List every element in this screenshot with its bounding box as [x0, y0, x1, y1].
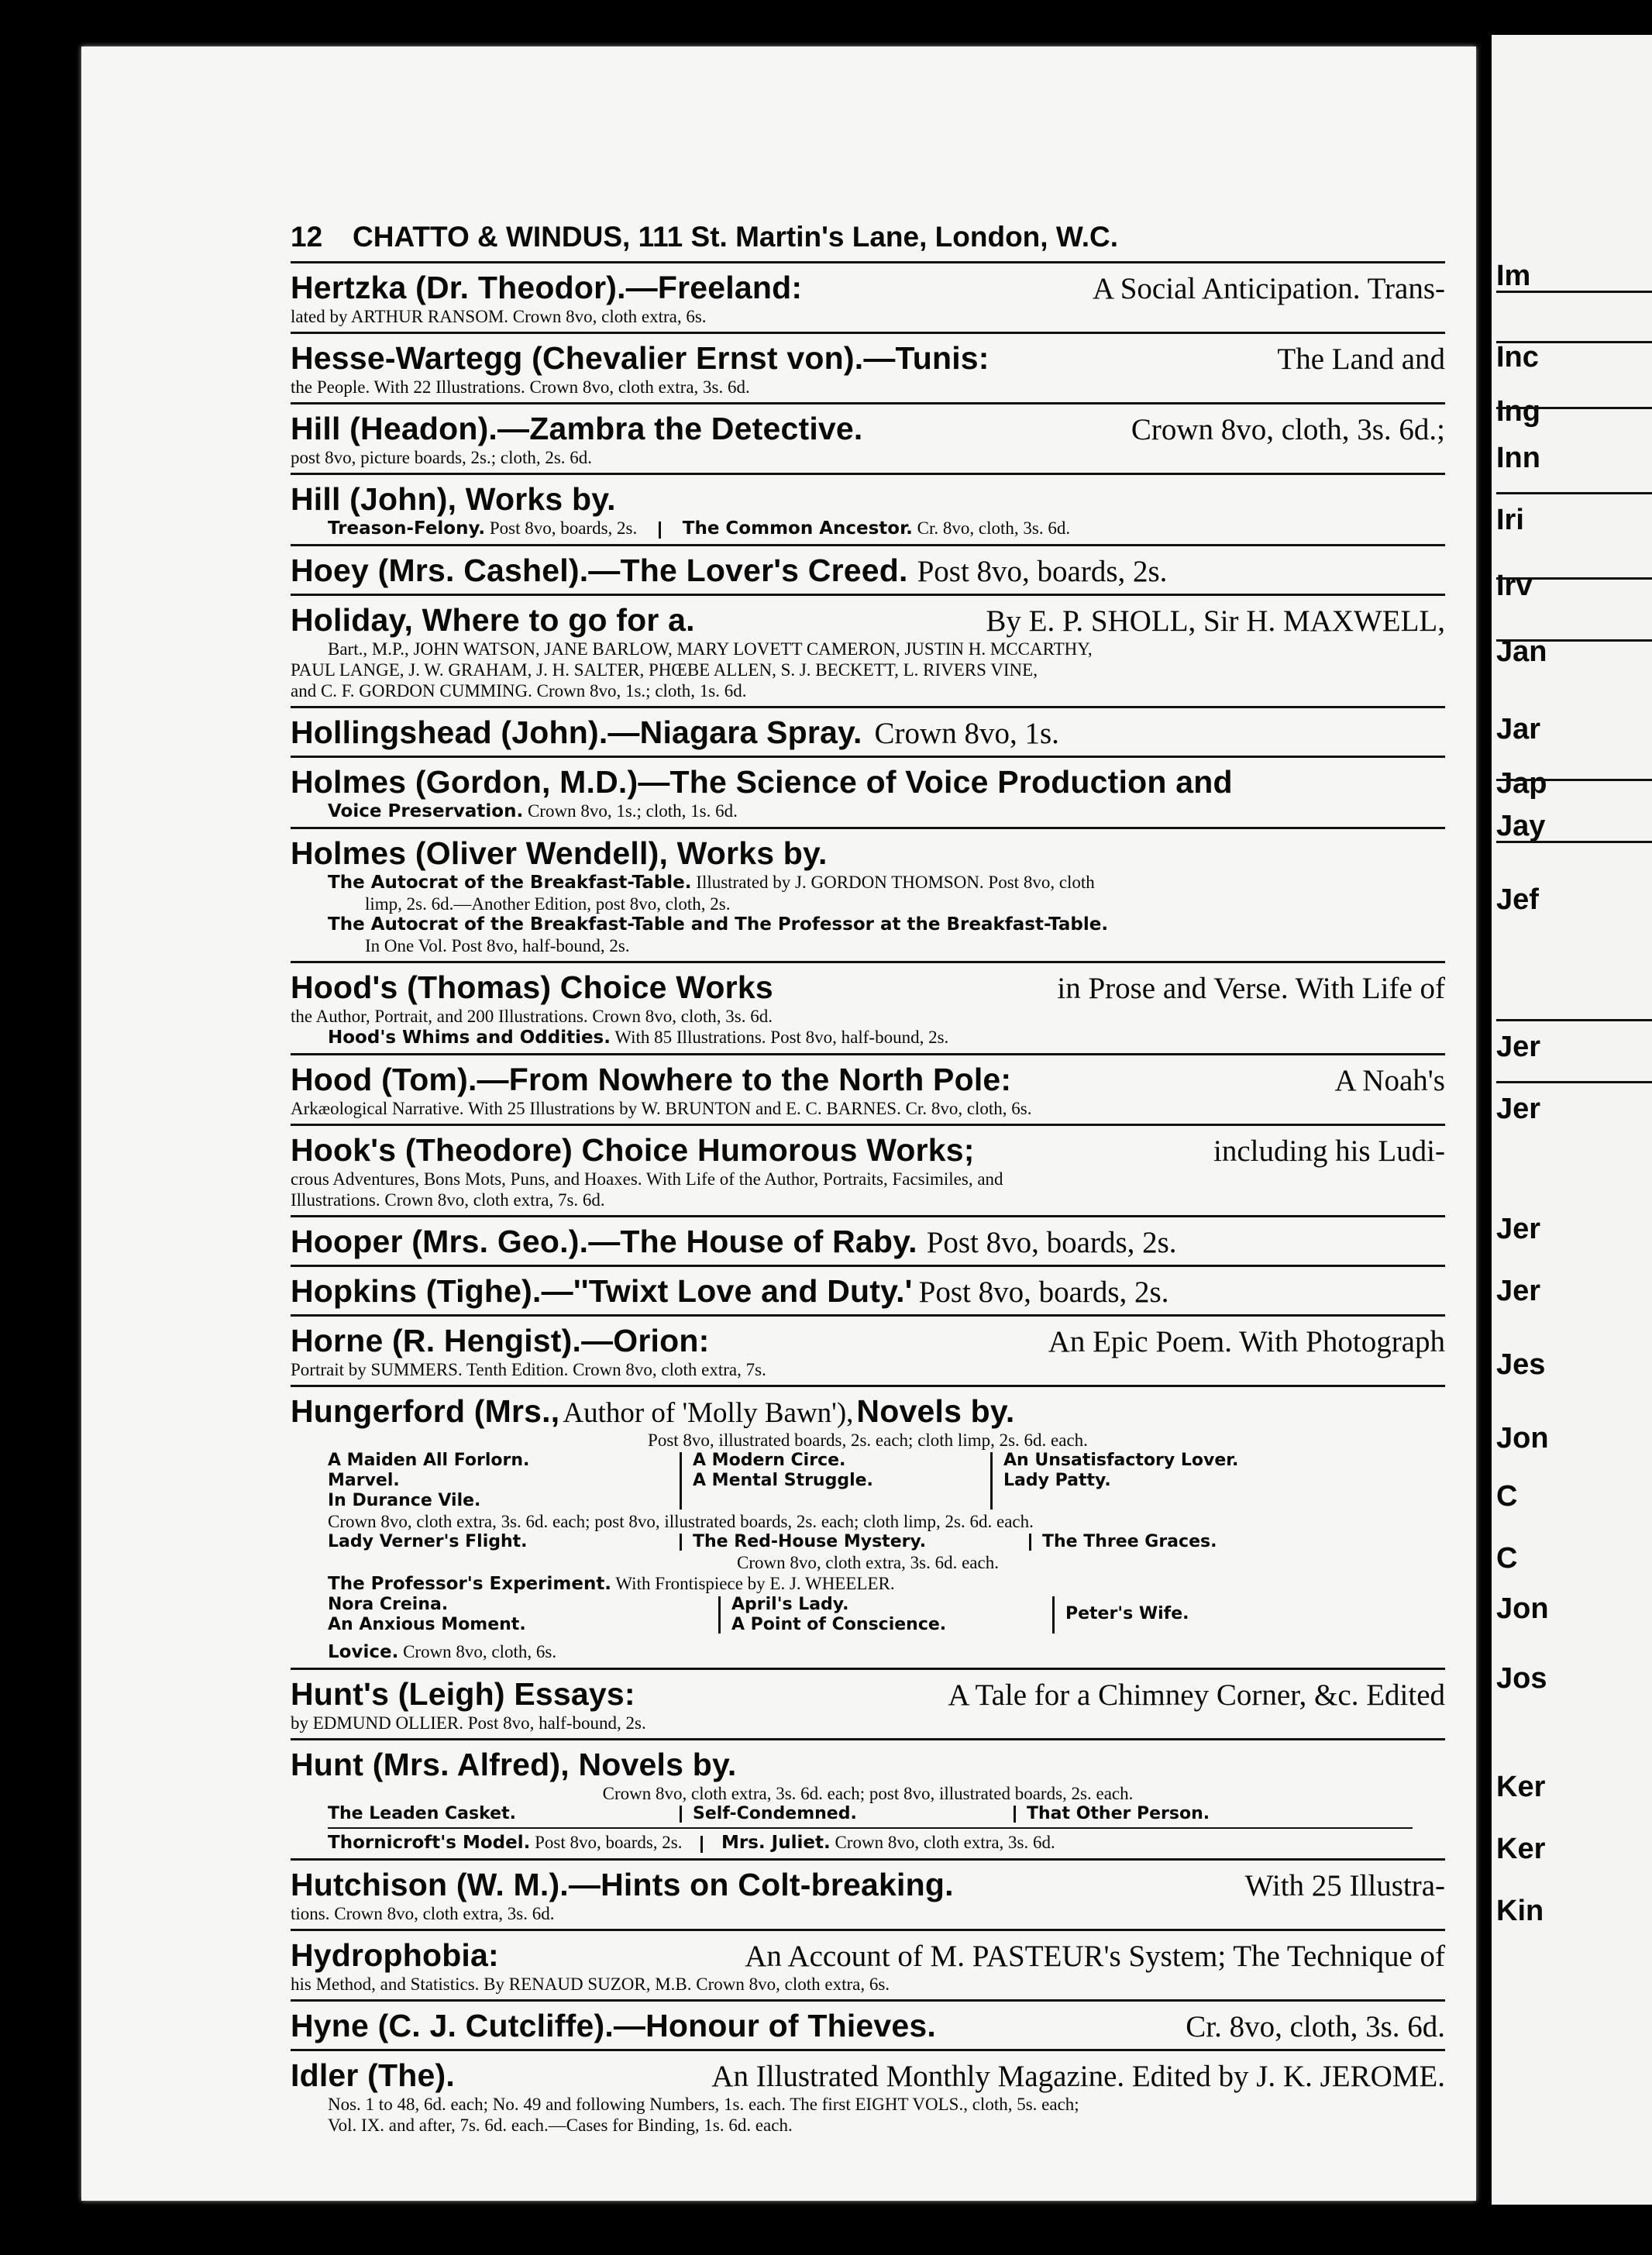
novel-title: The Leaden Casket.	[328, 1804, 516, 1823]
entry-hood-thomas	[291, 961, 1445, 1053]
entry-head: Hesse-Wartegg (Chevalier Ernst von).—Tunis:	[291, 340, 989, 376]
column-divider	[680, 1806, 682, 1823]
novel-column	[693, 1451, 979, 1491]
book-title: The Common Ancestor.	[682, 518, 913, 539]
entry-head: Hood's (Thomas) Choice Works	[291, 969, 773, 1005]
right-page-fragment: Irv	[1496, 570, 1533, 602]
entry-head: Hollingshead (John).—Niagara Spray.	[291, 714, 862, 750]
right-page-fragment: Ing	[1496, 395, 1540, 428]
entry-head: Hyne (C. J. Cutcliffe).—Honour of Thieves.	[291, 2008, 937, 2043]
entry-head: Hungerford (Mrs.,	[291, 1393, 560, 1429]
right-page-rule	[1496, 291, 1652, 293]
book-title: The Autocrat of the Breakfast-Table and The Professor at the Breakfast-Table.	[328, 914, 1109, 935]
entry-hopkins	[291, 1265, 1445, 1314]
right-page-fragment: Jar	[1496, 713, 1541, 745]
column-divider	[680, 1452, 682, 1510]
novel-title: Marvel.	[328, 1471, 400, 1490]
novel-title: Nora Creina.	[328, 1595, 449, 1614]
entry-tail: An Epic Poem. With Photograph	[1048, 1325, 1445, 1358]
right-page-fragment: Jan	[1496, 635, 1547, 668]
book-details: With Frontispiece by E. J. WHEELER.	[615, 1574, 895, 1593]
novel-column	[328, 1451, 669, 1511]
entry-head: Hill (Headon).—Zambra the Detective.	[291, 411, 863, 446]
book-details: Cr. 8vo, cloth, 3s. 6d.	[917, 518, 1071, 538]
entry-sub	[291, 1641, 1445, 1663]
right-page-fragment: Ker	[1496, 1833, 1546, 1865]
novel-grid-3	[291, 1595, 1445, 1635]
right-page-fragments	[1496, 35, 1652, 2205]
entry-hungerford	[291, 1385, 1445, 1668]
entry-head: Hertzka (Dr. Theodor).—Freeland:	[291, 270, 803, 305]
entry-hertzka	[291, 261, 1445, 332]
entry-head: Hood (Tom).—From Nowhere to the North Pole:	[291, 1062, 1012, 1097]
column-divider	[1052, 1596, 1055, 1634]
entry-note: Crown 8vo, cloth extra, 3s. 6d. each.	[737, 1553, 999, 1572]
entry-sub: tions. Crown 8vo, cloth extra, 3s. 6d.	[291, 1904, 555, 1923]
divider	[328, 1827, 1413, 1829]
entry-head: Hunt's (Leigh) Essays:	[291, 1676, 635, 1712]
entry-head: Hooper (Mrs. Geo.).—The House of Raby.	[291, 1224, 917, 1259]
entry-sub: the People. With 22 Illustrations. Crown 8vo, cloth extra, 3s. 6d.	[291, 377, 750, 397]
page-number: 12	[291, 221, 323, 253]
entry-head: Holiday, Where to go for a.	[291, 602, 695, 638]
entry-tail: An Illustrated Monthly Magazine. Edited by J. K. JEROME.	[711, 2060, 1445, 2093]
novel-title: An Anxious Moment.	[328, 1615, 526, 1634]
novel-title: The Professor's Experiment.	[328, 1574, 612, 1594]
novel-title: A Modern Circe.	[693, 1451, 846, 1470]
entry-sub: In One Vol. Post 8vo, half-bound, 2s.	[365, 936, 630, 955]
entry-note: Crown 8vo, cloth extra, 3s. 6d. each; post 8vo, illustrated boards, 2s. each.	[602, 1784, 1134, 1803]
column-divider	[700, 1836, 703, 1853]
entry-hood-tom	[291, 1053, 1445, 1124]
novel-title: The Three Graces.	[1042, 1532, 1217, 1551]
novel-title: Lovice.	[328, 1642, 399, 1662]
entry-sub: Illustrations. Crown 8vo, cloth extra, 7s. 6d.	[291, 1190, 605, 1210]
book-title: Voice Preservation.	[328, 801, 524, 821]
entry-tail: Crown 8vo, cloth, 3s. 6d.;	[1131, 413, 1445, 446]
right-page-fragment: C	[1496, 1542, 1518, 1575]
right-page-edge	[1492, 35, 1652, 2205]
left-page	[81, 46, 1476, 2201]
book-title: Treason-Felony.	[328, 518, 486, 539]
entry-hydrophobia	[291, 1929, 1445, 1999]
entry-head: Hutchison (W. M.).—Hints on Colt-breaking.	[291, 1867, 954, 1902]
novel-row	[291, 1804, 1445, 1824]
publisher-line: CHATTO & WINDUS, 111 St. Martin's Lane, London, W.C.	[353, 221, 1118, 253]
entry-tail: A Social Anticipation. Trans-	[1092, 272, 1445, 305]
entry-tail: Post 8vo, boards, 2s.	[917, 555, 1168, 588]
novel-title: A Maiden All Forlorn.	[328, 1451, 530, 1470]
entry-hollingshead	[291, 706, 1445, 756]
entry-hesse	[291, 332, 1445, 402]
right-page-rule	[1496, 639, 1652, 642]
novel-title: The Red-House Mystery.	[693, 1532, 927, 1551]
novel-title: In Durance Vile.	[328, 1491, 481, 1510]
entry-head: Holmes (Gordon, M.D.)—The Science of Voice Production and	[291, 764, 1233, 800]
entry-tail: Post 8vo, boards, 2s.	[918, 1276, 1169, 1309]
novel-title: Self-Condemned.	[693, 1804, 857, 1823]
entry-holiday	[291, 594, 1445, 706]
entry-holmes-gordon	[291, 756, 1445, 827]
right-page-fragment: Inn	[1496, 442, 1540, 474]
novel-title: Peter's Wife.	[1065, 1604, 1189, 1623]
novel-title: That Other Person.	[1027, 1804, 1210, 1823]
entry-hunt-leigh	[291, 1668, 1445, 1738]
entry-sub: post 8vo, picture boards, 2s.; cloth, 2s. 6d.	[291, 448, 593, 467]
entry-sub: limp, 2s. 6d.—Another Edition, post 8vo, cloth, 2s.	[365, 894, 731, 914]
novel-title: A Mental Struggle.	[693, 1471, 873, 1490]
entry-tail: Author of 'Molly Bawn'),	[563, 1397, 854, 1429]
entry-head: Hunt (Mrs. Alfred), Novels by.	[291, 1747, 737, 1782]
novel-column	[328, 1595, 707, 1635]
book-details: With 85 Illustrations. Post 8vo, half-bound, 2s.	[614, 1028, 949, 1047]
entry-sub: PAUL LANGE, J. W. GRAHAM, J. H. SALTER, PHŒBE ALLEN, S. J. BECKETT, L. RIVERS VINE,	[291, 660, 1038, 680]
book-details: Crown 8vo, cloth extra, 3s. 6d.	[835, 1833, 1055, 1852]
entry-hill-john	[291, 473, 1445, 544]
entry-tail: An Account of M. PASTEUR's System; The Technique of	[745, 1940, 1445, 1973]
novel-grid-1	[291, 1451, 1445, 1511]
entry-head: Hill (John), Works by.	[291, 481, 616, 517]
entry-head: Idler (The).	[291, 2057, 455, 2093]
entry-sub: the Author, Portrait, and 200 Illustrations. Crown 8vo, cloth, 3s. 6d.	[291, 1007, 773, 1026]
entry-tail: Crown 8vo, 1s.	[874, 717, 1059, 750]
book-title: The Autocrat of the Breakfast-Table.	[328, 873, 692, 893]
entry-head: Hoey (Mrs. Cashel).—The Lover's Creed.	[291, 553, 908, 588]
novel-title: A Point of Conscience.	[731, 1615, 947, 1634]
entry-holmes-oliver	[291, 827, 1445, 961]
novel-row-2	[291, 1532, 1445, 1552]
entry-hunt-alfred	[291, 1738, 1445, 1858]
novel-title: An Unsatisfactory Lover.	[1003, 1451, 1239, 1470]
entry-sub	[291, 872, 1445, 893]
entry-head: Horne (R. Hengist).—Orion:	[291, 1323, 710, 1358]
column-divider	[1014, 1806, 1016, 1823]
entry-sub	[291, 1573, 1445, 1595]
entry-tail: in Prose and Verse. With Life of	[1057, 972, 1445, 1005]
novel-title: Lady Verner's Flight.	[328, 1532, 528, 1551]
entry-head: Holmes (Oliver Wendell), Works by.	[291, 835, 828, 871]
entry-tail: Post 8vo, boards, 2s.	[926, 1226, 1177, 1259]
book-details: Illustrated by J. GORDON THOMSON. Post 8vo, cloth	[696, 873, 1095, 892]
entry-head-end: Novels by.	[856, 1393, 1015, 1429]
novel-title: Thornicroft's Model.	[328, 1833, 531, 1853]
entry-sub: and C. F. GORDON CUMMING. Crown 8vo, 1s.; cloth, 1s. 6d.	[291, 681, 747, 701]
entry-sub: Arkæological Narrative. With 25 Illustrations by W. BRUNTON and E. C. BARNES. Cr. 8vo, cloth, 6s.	[291, 1099, 1032, 1118]
right-page-fragment: Jer	[1496, 1213, 1541, 1245]
right-page-rule	[1496, 407, 1652, 409]
right-page-fragment: C	[1496, 1480, 1518, 1513]
book-details: Crown 8vo, 1s.; cloth, 1s. 6d.	[527, 801, 738, 821]
right-page-fragment: Jay	[1496, 810, 1546, 842]
entry-sub: by EDMUND OLLIER. Post 8vo, half-bound, 2s.	[291, 1713, 646, 1733]
right-page-fragment: Ker	[1496, 1771, 1546, 1803]
right-page-fragment: Iri	[1496, 504, 1524, 536]
entry-sub	[291, 1027, 1445, 1048]
right-page-rule	[1496, 841, 1652, 843]
entry-sub: Vol. IX. and after, 7s. 6d. each.—Cases for Binding, 1s. 6d. each.	[328, 2116, 793, 2135]
entry-hooper	[291, 1215, 1445, 1265]
entry-sub	[291, 518, 1445, 539]
entry-note: Post 8vo, illustrated boards, 2s. each; cloth limp, 2s. 6d. each.	[648, 1430, 1088, 1450]
entry-sub: Portrait by SUMMERS. Tenth Edition. Crown 8vo, cloth extra, 7s.	[291, 1360, 766, 1379]
entry-idler	[291, 2049, 1445, 2140]
entry-sub: lated by ARTHUR RANSOM. Crown 8vo, cloth extra, 6s.	[291, 307, 707, 326]
entry-tail: With 25 Illustra-	[1244, 1869, 1445, 1902]
catalogue-column	[291, 221, 1445, 2140]
right-page-fragment: Jon	[1496, 1422, 1549, 1455]
right-page-fragment: Jer	[1496, 1093, 1541, 1125]
book-title: Hood's Whims and Oddities.	[328, 1028, 611, 1048]
right-page-rule	[1496, 577, 1652, 580]
column-divider	[718, 1596, 721, 1634]
entry-sub	[291, 800, 1445, 822]
entry-head: Hook's (Theodore) Choice Humorous Works;	[291, 1132, 975, 1168]
entry-head: Hydrophobia:	[291, 1937, 499, 1973]
right-page-rule	[1496, 1019, 1652, 1021]
right-page-rule	[1496, 341, 1652, 343]
entry-hoey	[291, 544, 1445, 594]
right-page-fragment: Jes	[1496, 1348, 1546, 1381]
entry-head: Hopkins (Tighe).—''Twixt Love and Duty.'	[291, 1273, 913, 1309]
column-divider	[680, 1534, 682, 1551]
right-page-fragment: Jap	[1496, 767, 1547, 800]
right-page-fragment: Jos	[1496, 1662, 1547, 1695]
novel-title: Lady Patty.	[1003, 1471, 1111, 1490]
entry-hill-headon	[291, 402, 1445, 473]
entry-sub: his Method, and Statistics. By RENAUD SUZOR, M.B. Crown 8vo, cloth extra, 6s.	[291, 1974, 890, 1994]
column-divider	[1029, 1534, 1031, 1551]
book-details: Crown 8vo, cloth, 6s.	[403, 1642, 557, 1661]
entry-sub: crous Adventures, Bons Mots, Puns, and Hoaxes. With Life of the Author, Portraits, Facsimiles, and	[291, 1169, 1003, 1189]
entry-tail: including his Ludi-	[1213, 1134, 1445, 1168]
right-page-rule	[1496, 1081, 1652, 1083]
entry-tail: By E. P. SHOLL, Sir H. MAXWELL,	[986, 604, 1445, 638]
entry-hook	[291, 1124, 1445, 1215]
right-page-fragment: Jef	[1496, 883, 1539, 916]
column-divider	[659, 522, 661, 539]
entry-hyne	[291, 1999, 1445, 2049]
entry-sub: Nos. 1 to 48, 6d. each; No. 49 and following Numbers, 1s. each. The first EIGHT VOLS., cloth, 5s. each;	[328, 2095, 1079, 2114]
entry-sub	[291, 1832, 1445, 1854]
right-page-fragment: Im	[1496, 260, 1531, 292]
right-page-fragment: Inc	[1496, 341, 1539, 374]
right-page-rule	[1496, 779, 1652, 781]
entry-tail: A Tale for a Chimney Corner, &c. Edited	[948, 1678, 1445, 1712]
entry-tail: A Noah's	[1334, 1064, 1445, 1097]
entry-tail: Cr. 8vo, cloth, 3s. 6d.	[1186, 2010, 1445, 2043]
book-details: Post 8vo, boards, 2s.	[489, 518, 638, 538]
right-page-fragment: Jon	[1496, 1592, 1549, 1625]
novel-title: April's Lady.	[731, 1595, 849, 1614]
right-page-fragment: Jer	[1496, 1031, 1541, 1063]
entry-tail: The Land and	[1277, 343, 1445, 376]
novel-column	[1003, 1451, 1238, 1491]
novel-title: Mrs. Juliet.	[721, 1833, 831, 1853]
right-page-rule	[1496, 492, 1652, 494]
novel-column	[731, 1595, 1041, 1635]
column-divider	[990, 1452, 993, 1510]
right-page-fragment: Jer	[1496, 1275, 1541, 1307]
entry-hutchison	[291, 1858, 1445, 1929]
entry-horne	[291, 1314, 1445, 1385]
entry-note: Crown 8vo, cloth extra, 3s. 6d. each; post 8vo, illustrated boards, 2s. each; cloth limp, 2s. 6d. each.	[328, 1512, 1034, 1531]
right-page-fragment: Kin	[1496, 1895, 1544, 1927]
entry-sub: Bart., M.P., JOHN WATSON, JANE BARLOW, MARY LOVETT CAMERON, JUSTIN H. MCCARTHY,	[328, 639, 1093, 659]
book-details: Post 8vo, boards, 2s.	[535, 1833, 683, 1852]
running-head	[291, 221, 1445, 261]
